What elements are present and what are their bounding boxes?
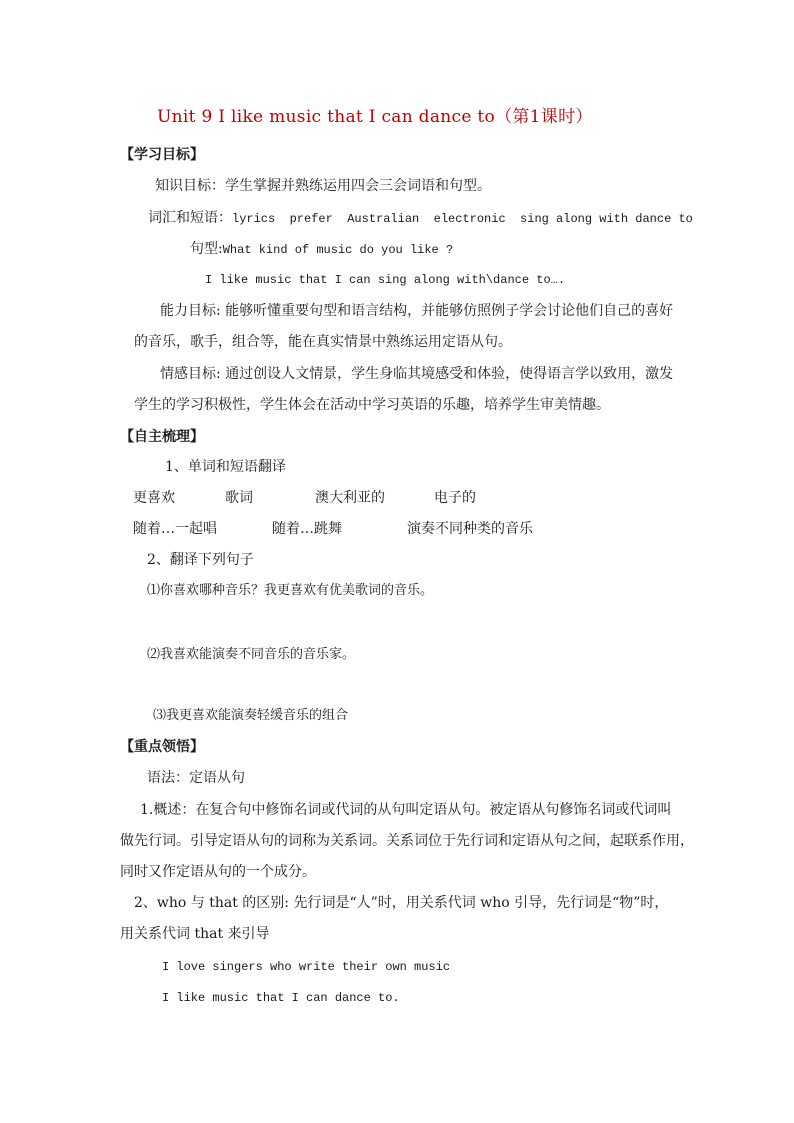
page-title: Unit 9 I like music that I can dance to（第1课时） bbox=[157, 107, 593, 127]
vocab-line bbox=[148, 209, 693, 228]
word-item: 电子的 bbox=[434, 490, 476, 506]
difference-line-2: 用关系代词 that 来引导 bbox=[120, 926, 270, 942]
difference-line-1: 2、who 与 that 的区别: 先行词是“人”时，用关系代词 who 引导，先行词是“物”时， bbox=[134, 895, 669, 911]
sentence-3: ⑶我更喜欢能演奏轻缓音乐的组合 bbox=[153, 708, 349, 723]
sentence-1: ⑴你喜欢哪种音乐？我更喜欢有优美歌词的音乐。 bbox=[147, 583, 434, 598]
section-heading-goals: 【学习目标】 bbox=[120, 147, 204, 163]
emotion-goal-line-2: 学生的学习积极性，学生体会在活动中学习英语的乐趣，培养学生审美情趣。 bbox=[134, 397, 610, 413]
ability-goal-line-2: 的音乐，歌手，组合等，能在真实情景中熟练运用定语从句。 bbox=[134, 334, 512, 350]
ability-goal-line-1: 能力目标: 能够听懂重要句型和语言结构，并能够仿照例子学会讨论他们自己的喜好 bbox=[160, 303, 674, 319]
pattern-label: 句型: bbox=[190, 241, 223, 257]
example-sentence-2: I like music that I can dance to. bbox=[162, 991, 400, 1005]
word-item: 随着…一起唱 bbox=[133, 521, 217, 537]
example-sentence-1: I love singers who write their own music bbox=[162, 960, 451, 974]
vocab-items: lyrics prefer Australian electronic sing along with dance to bbox=[232, 212, 693, 226]
pattern-sentence-1: What kind of music do you like ? bbox=[222, 243, 454, 257]
word-item: 歌词 bbox=[225, 490, 253, 506]
grammar-label: 语法：定语从句 bbox=[147, 770, 245, 786]
sentence-2: ⑵我喜欢能演奏不同音乐的音乐家。 bbox=[147, 647, 356, 662]
word-item: 澳大利亚的 bbox=[315, 490, 385, 506]
task-2-heading: 2、翻译下列句子 bbox=[147, 552, 254, 568]
word-translation-row-2 bbox=[0, 520, 794, 540]
vocab-label: 词汇和短语： bbox=[148, 210, 232, 226]
pattern-sentence-2: I like music that I can sing along with\dance to…. bbox=[205, 273, 566, 287]
emotion-goal-line-1: 情感目标: 通过创设人文情景，学生身临其境感受和体验，使得语言学以致用，激发 bbox=[160, 366, 674, 382]
section-heading-self-study: 【自主梳理】 bbox=[120, 429, 204, 445]
section-heading-key-points: 【重点领悟】 bbox=[120, 739, 204, 755]
word-translation-row-1 bbox=[0, 489, 794, 509]
pattern-line bbox=[190, 240, 453, 259]
overview-line-3: 同时又作定语从句的一个成分。 bbox=[120, 864, 316, 880]
task-1-heading: 1、单词和短语翻译 bbox=[165, 459, 286, 475]
word-item: 演奏不同种类的音乐 bbox=[407, 521, 533, 537]
overview-line-1: 1.概述：在复合句中修饰名词或代词的从句叫定语从句。被定语从句修饰名词或代词叫 bbox=[140, 802, 672, 818]
knowledge-goal: 知识目标：学生掌握并熟练运用四会三会词语和句型。 bbox=[155, 178, 491, 194]
overview-line-2: 做先行词。引导定语从句的词称为关系词。关系词位于先行词和定语从句之间，起联系作用， bbox=[120, 833, 694, 849]
word-item: 随着…跳舞 bbox=[272, 521, 342, 537]
word-item: 更喜欢 bbox=[133, 490, 175, 506]
